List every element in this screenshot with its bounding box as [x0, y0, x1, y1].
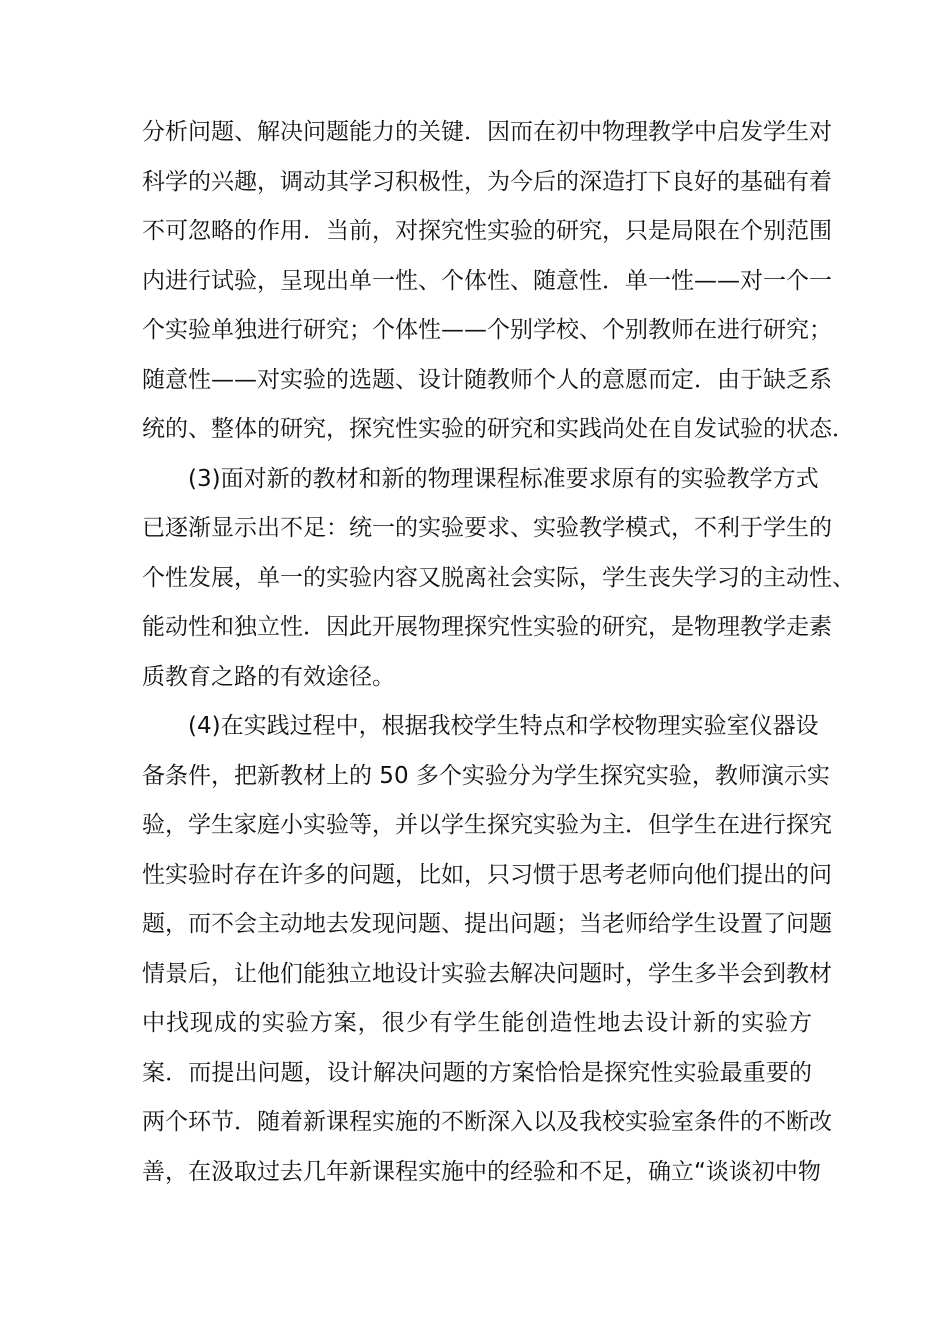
paragraph-2 [142, 455, 855, 703]
text-line: 不可忽略的作用．当前，对探究性实验的研究，只是局限在个别范围 [142, 218, 832, 244]
text-line: (4)在实践过程中，根据我校学生特点和学校物理实验室仪器设 [188, 713, 819, 739]
text-line: 已逐渐显示出不足：统一的实验要求、实验教学模式，不利于学生的 [142, 515, 832, 541]
text-line: 科学的兴趣，调动其学习积极性，为今后的深造打下良好的基础有着 [142, 168, 832, 195]
text-line: 中找现成的实验方案，很少有学生能创造性地去设计新的实验方 [142, 1010, 812, 1036]
text-line: 质教育之路的有效途径。 [142, 663, 395, 690]
text-line: 随意性——对实验的选题、设计随教师个人的意愿而定．由于缺乏系 [142, 366, 832, 393]
text-line: 能动性和独立性．因此开展物理探究性实验的研究，是物理教学走素 [142, 614, 832, 640]
document-body [142, 108, 855, 1197]
text-line: 个实验单独进行研究；个体性——个别学校、个别教师在进行研究； [142, 317, 832, 343]
text-line: 分析问题、解决问题能力的关键．因而在初中物理教学中启发学生对 [142, 119, 832, 145]
text-line: 内进行试验，呈现出单一性、个体性、随意性．单一性——对一个一 [142, 267, 832, 294]
text-line: 案．而提出问题，设计解决问题的方案恰恰是探究性实验最重要的 [142, 1059, 812, 1086]
paragraph-3 [142, 702, 832, 1197]
text-line: 善，在汲取过去几年新课程实施中的经验和不足，确立“谈谈初中物 [142, 1158, 821, 1185]
paragraph-1 [142, 108, 855, 455]
text-line: 两个环节．随着新课程实施的不断深入以及我校实验室条件的不断改 [142, 1109, 832, 1135]
text-line: 统的、整体的研究，探究性实验的研究和实践尚处在自发试验的状态． [142, 416, 855, 442]
text-line: 个性发展，单一的实验内容又脱离社会实际，学生丧失学习的主动性、 [142, 564, 855, 591]
text-line: 情景后，让他们能独立地设计实验去解决问题时，学生多半会到教材 [142, 960, 832, 987]
text-line: (3)面对新的教材和新的物理课程标准要求原有的实验教学方式 [188, 465, 819, 492]
text-line: 验，学生家庭小实验等，并以学生探究实验为主．但学生在进行探究 [142, 812, 832, 838]
text-line: 性实验时存在许多的问题，比如，只习惯于思考老师向他们提出的问 [142, 861, 832, 888]
text-line: 题，而不会主动地去发现问题、提出问题；当老师给学生设置了问题 [142, 911, 832, 937]
text-line: 备条件，把新教材上的 50 多个实验分为学生探究实验，教师演示实 [142, 762, 830, 789]
